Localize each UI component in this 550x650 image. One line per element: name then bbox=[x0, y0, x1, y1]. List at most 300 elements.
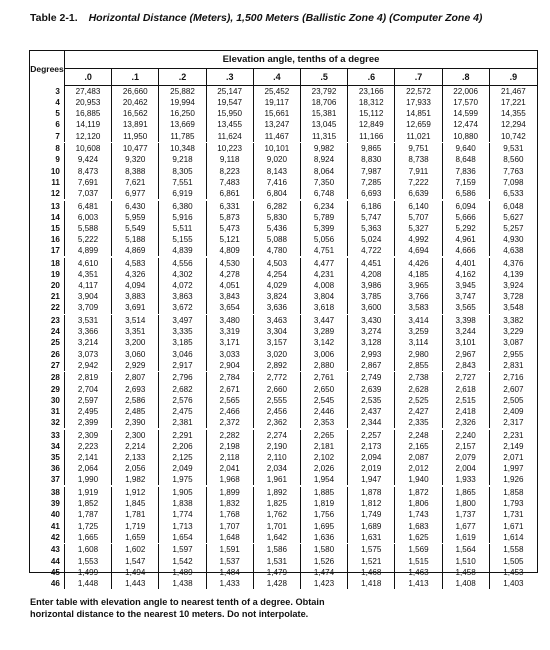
distance-cell: 3,006 bbox=[301, 349, 348, 360]
distance-cell: 6,234 bbox=[301, 201, 348, 212]
distance-cell: 2,784 bbox=[207, 372, 254, 383]
distance-cell: 2,026 bbox=[301, 463, 348, 474]
distance-cell: 1,899 bbox=[207, 487, 254, 498]
degree-cell: 16 bbox=[30, 234, 65, 245]
distance-cell: 2,980 bbox=[395, 349, 442, 360]
degree-cell: 35 bbox=[30, 452, 65, 463]
distance-cell: 5,511 bbox=[159, 223, 206, 234]
distance-cell: 1,845 bbox=[112, 498, 159, 509]
distance-cell: 9,320 bbox=[112, 154, 159, 165]
distance-cell: 6,048 bbox=[503, 201, 524, 211]
distance-cell: 3,924 bbox=[503, 281, 524, 291]
distance-cell: 2,772 bbox=[254, 372, 301, 383]
distance-cell: 2,198 bbox=[207, 441, 254, 452]
distance-cell: 2,671 bbox=[207, 384, 254, 395]
distance-cell: 1,542 bbox=[159, 556, 206, 567]
column-header: .2 bbox=[159, 69, 206, 85]
distance-cell: 9,531 bbox=[503, 144, 524, 154]
distance-cell: 2,190 bbox=[254, 441, 301, 452]
distance-cell: 2,125 bbox=[159, 452, 206, 463]
distance-cell: 2,693 bbox=[112, 384, 159, 395]
distance-cell: 1,408 bbox=[443, 578, 490, 589]
column-header: .1 bbox=[112, 69, 159, 85]
distance-cell: 2,223 bbox=[65, 441, 112, 452]
distance-cell: 4,139 bbox=[503, 270, 524, 280]
degree-cell: 34 bbox=[30, 441, 65, 452]
table-row bbox=[30, 372, 537, 383]
distance-cell: 7,987 bbox=[348, 166, 395, 177]
distance-cell: 3,229 bbox=[503, 327, 524, 337]
degree-cell: 33 bbox=[30, 430, 65, 441]
degree-cell: 12 bbox=[30, 188, 65, 199]
distance-cell: 1,423 bbox=[301, 578, 348, 589]
distance-cell: 1,912 bbox=[112, 487, 159, 498]
distance-cell: 2,064 bbox=[65, 463, 112, 474]
distance-cell: 1,463 bbox=[395, 567, 442, 578]
distance-cell: 1,458 bbox=[443, 567, 490, 578]
distance-cell: 3,480 bbox=[207, 315, 254, 326]
degree-cell: 20 bbox=[30, 280, 65, 291]
distance-cell: 4,208 bbox=[348, 269, 395, 280]
degree-cell: 30 bbox=[30, 395, 65, 406]
degree-cell: 36 bbox=[30, 463, 65, 474]
distance-cell: 19,117 bbox=[254, 97, 301, 108]
degree-cell: 42 bbox=[30, 532, 65, 543]
table-row bbox=[30, 177, 537, 188]
distance-cell: 2,181 bbox=[301, 441, 348, 452]
table-row bbox=[30, 395, 537, 406]
distance-cell: 3,514 bbox=[112, 315, 159, 326]
distance-cell: 6,140 bbox=[395, 201, 442, 212]
distance-cell: 12,474 bbox=[443, 119, 490, 130]
distance-cell: 4,930 bbox=[503, 235, 524, 245]
distance-cell: 4,751 bbox=[301, 245, 348, 256]
distance-cell: 4,162 bbox=[443, 269, 490, 280]
distance-cell: 3,046 bbox=[159, 349, 206, 360]
distance-cell: 9,118 bbox=[207, 154, 254, 165]
distance-cell: 1,569 bbox=[395, 544, 442, 555]
degree-cell: 37 bbox=[30, 474, 65, 485]
distance-cell: 3,531 bbox=[65, 315, 112, 326]
distance-cell: 2,716 bbox=[503, 373, 524, 383]
distance-cell: 2,034 bbox=[254, 463, 301, 474]
distance-cell: 5,121 bbox=[207, 234, 254, 245]
distance-cell: 13,891 bbox=[112, 119, 159, 130]
distance-cell: 4,072 bbox=[159, 280, 206, 291]
distance-cell: 5,707 bbox=[395, 212, 442, 223]
distance-cell: 15,661 bbox=[254, 108, 301, 119]
distance-cell: 1,878 bbox=[348, 487, 395, 498]
distance-cell: 2,515 bbox=[443, 395, 490, 406]
distance-cell: 2,555 bbox=[254, 395, 301, 406]
degree-cell: 27 bbox=[30, 360, 65, 371]
distance-cell: 2,466 bbox=[207, 406, 254, 417]
distance-cell: 1,468 bbox=[348, 567, 395, 578]
degree-cell: 15 bbox=[30, 223, 65, 234]
degree-cell: 28 bbox=[30, 372, 65, 383]
distance-cell: 2,344 bbox=[348, 417, 395, 428]
distance-cell: 5,155 bbox=[159, 234, 206, 245]
table-row bbox=[30, 487, 537, 498]
distance-cell: 1,553 bbox=[65, 556, 112, 567]
distance-cell: 1,671 bbox=[503, 521, 524, 531]
distance-cell: 6,430 bbox=[112, 201, 159, 212]
distance-cell: 1,954 bbox=[301, 474, 348, 485]
distance-cell: 1,537 bbox=[207, 556, 254, 567]
distance-cell: 2,326 bbox=[443, 417, 490, 428]
distance-cell: 3,843 bbox=[207, 291, 254, 302]
distance-cell: 1,515 bbox=[395, 556, 442, 567]
distance-cell: 6,919 bbox=[159, 188, 206, 199]
distance-cell: 3,033 bbox=[207, 349, 254, 360]
distance-cell: 3,304 bbox=[254, 326, 301, 337]
distance-cell: 7,763 bbox=[503, 166, 524, 176]
degree-cell: 22 bbox=[30, 302, 65, 313]
table-row bbox=[30, 291, 537, 302]
distance-cell: 1,526 bbox=[301, 556, 348, 567]
distance-cell: 3,414 bbox=[395, 315, 442, 326]
distance-cell: 2,173 bbox=[348, 441, 395, 452]
distance-cell: 4,992 bbox=[395, 234, 442, 245]
distance-cell: 7,621 bbox=[112, 177, 159, 188]
distance-cell: 5,257 bbox=[503, 223, 524, 233]
table-body bbox=[30, 86, 537, 588]
degree-cell: 24 bbox=[30, 326, 65, 337]
degree-cell: 4 bbox=[30, 97, 65, 108]
distance-cell: 3,214 bbox=[65, 337, 112, 348]
distance-cell: 5,666 bbox=[443, 212, 490, 223]
table-row bbox=[30, 326, 537, 337]
column-header: .4 bbox=[254, 69, 301, 85]
table-row bbox=[30, 567, 537, 578]
distance-cell: 2,456 bbox=[254, 406, 301, 417]
table-row bbox=[30, 532, 537, 543]
distance-cell: 6,094 bbox=[443, 201, 490, 212]
distance-cell: 3,986 bbox=[348, 280, 395, 291]
distance-cell: 2,650 bbox=[301, 384, 348, 395]
distance-cell: 12,294 bbox=[500, 120, 526, 130]
distance-cell: 2,118 bbox=[207, 452, 254, 463]
distance-cell: 1,403 bbox=[503, 578, 524, 588]
degree-cell: 14 bbox=[30, 212, 65, 223]
distance-cell: 2,807 bbox=[112, 372, 159, 383]
distance-cell: 2,597 bbox=[65, 395, 112, 406]
distance-cell: 27,483 bbox=[65, 86, 112, 97]
distance-cell: 1,614 bbox=[503, 532, 524, 542]
distance-cell: 1,564 bbox=[443, 544, 490, 555]
distance-cell: 3,142 bbox=[301, 337, 348, 348]
distance-cell: 3,654 bbox=[207, 302, 254, 313]
table-row bbox=[30, 201, 537, 212]
distance-cell: 8,143 bbox=[254, 166, 301, 177]
table-row bbox=[30, 245, 537, 256]
distance-cell: 9,424 bbox=[65, 154, 112, 165]
column-headers bbox=[65, 69, 537, 86]
degree-cell: 18 bbox=[30, 258, 65, 269]
distance-cell: 3,430 bbox=[348, 315, 395, 326]
degree-cell: 6 bbox=[30, 119, 65, 130]
distance-cell: 2,738 bbox=[395, 372, 442, 383]
distance-cell: 1,719 bbox=[112, 521, 159, 532]
column-header: .0 bbox=[65, 69, 112, 85]
distance-cell: 9,982 bbox=[301, 143, 348, 154]
degree-cell: 13 bbox=[30, 201, 65, 212]
distance-cell: 2,628 bbox=[395, 384, 442, 395]
distance-cell: 1,800 bbox=[443, 498, 490, 509]
degree-cell: 32 bbox=[30, 417, 65, 428]
distance-cell: 5,873 bbox=[207, 212, 254, 223]
degree-cell: 39 bbox=[30, 498, 65, 509]
distance-cell: 1,892 bbox=[254, 487, 301, 498]
distance-cell: 4,008 bbox=[301, 280, 348, 291]
distance-cell: 2,019 bbox=[348, 463, 395, 474]
distance-cell: 10,348 bbox=[159, 143, 206, 154]
distance-cell: 16,250 bbox=[159, 108, 206, 119]
distance-cell: 5,436 bbox=[254, 223, 301, 234]
distance-cell: 3,244 bbox=[443, 326, 490, 337]
distance-cell: 2,362 bbox=[254, 417, 301, 428]
distance-cell: 23,166 bbox=[348, 86, 395, 97]
distance-cell: 1,768 bbox=[207, 509, 254, 520]
distance-cell: 2,282 bbox=[207, 430, 254, 441]
degree-cell: 26 bbox=[30, 349, 65, 360]
distance-cell: 15,381 bbox=[301, 108, 348, 119]
distance-cell: 6,481 bbox=[65, 201, 112, 212]
table-row bbox=[30, 578, 537, 589]
distance-cell: 2,749 bbox=[348, 372, 395, 383]
distance-cell: 5,222 bbox=[65, 234, 112, 245]
distance-cell: 2,607 bbox=[503, 384, 524, 394]
distance-cell: 1,474 bbox=[301, 567, 348, 578]
distance-cell: 17,221 bbox=[500, 98, 526, 108]
distance-cell: 1,731 bbox=[503, 510, 524, 520]
distance-cell: 3,274 bbox=[348, 326, 395, 337]
distance-cell: 20,953 bbox=[65, 97, 112, 108]
distance-cell: 3,463 bbox=[254, 315, 301, 326]
distance-cell: 3,114 bbox=[395, 337, 442, 348]
distance-cell: 2,867 bbox=[348, 360, 395, 371]
table-row bbox=[30, 166, 537, 177]
distance-cell: 1,812 bbox=[348, 498, 395, 509]
distance-cell: 2,274 bbox=[254, 430, 301, 441]
degree-cell: 23 bbox=[30, 315, 65, 326]
distance-cell: 2,157 bbox=[443, 441, 490, 452]
distance-cell: 4,839 bbox=[159, 245, 206, 256]
distance-cell: 2,535 bbox=[348, 395, 395, 406]
distance-cell: 4,477 bbox=[301, 258, 348, 269]
distance-cell: 2,004 bbox=[443, 463, 490, 474]
distance-table bbox=[29, 50, 538, 588]
distance-cell: 9,020 bbox=[254, 154, 301, 165]
distance-cell: 1,905 bbox=[159, 487, 206, 498]
distance-cell: 1,737 bbox=[443, 509, 490, 520]
distance-cell: 1,625 bbox=[395, 532, 442, 543]
distance-cell: 4,351 bbox=[65, 269, 112, 280]
distance-cell: 1,695 bbox=[301, 521, 348, 532]
distance-cell: 7,836 bbox=[443, 166, 490, 177]
distance-cell: 11,021 bbox=[395, 131, 442, 142]
distance-cell: 3,904 bbox=[65, 291, 112, 302]
distance-cell: 2,929 bbox=[112, 360, 159, 371]
distance-cell: 3,073 bbox=[65, 349, 112, 360]
distance-cell: 1,940 bbox=[395, 474, 442, 485]
table-row bbox=[30, 474, 537, 485]
distance-cell: 2,257 bbox=[348, 430, 395, 441]
distance-cell: 1,825 bbox=[254, 498, 301, 509]
distance-cell: 1,433 bbox=[207, 578, 254, 589]
distance-cell: 2,087 bbox=[395, 452, 442, 463]
distance-cell: 3,804 bbox=[301, 291, 348, 302]
distance-cell: 11,166 bbox=[348, 131, 395, 142]
distance-cell: 2,495 bbox=[65, 406, 112, 417]
distance-cell: 21,467 bbox=[500, 87, 526, 96]
distance-cell: 17,933 bbox=[395, 97, 442, 108]
distance-cell: 4,503 bbox=[254, 258, 301, 269]
distance-cell: 1,448 bbox=[65, 578, 112, 589]
distance-cell: 1,975 bbox=[159, 474, 206, 485]
distance-cell: 1,793 bbox=[503, 499, 524, 509]
distance-cell: 3,259 bbox=[395, 326, 442, 337]
distance-cell: 2,133 bbox=[112, 452, 159, 463]
distance-cell: 8,388 bbox=[112, 166, 159, 177]
distance-cell: 23,792 bbox=[301, 86, 348, 97]
distance-cell: 7,691 bbox=[65, 177, 112, 188]
degree-cell: 40 bbox=[30, 509, 65, 520]
distance-cell: 15,950 bbox=[207, 108, 254, 119]
distance-cell: 1,749 bbox=[348, 509, 395, 520]
distance-cell: 1,819 bbox=[301, 498, 348, 509]
degree-cell: 29 bbox=[30, 384, 65, 395]
table-row bbox=[30, 498, 537, 509]
distance-cell: 5,292 bbox=[443, 223, 490, 234]
distance-cell: 4,869 bbox=[112, 245, 159, 256]
distance-cell: 14,355 bbox=[500, 109, 526, 119]
distance-cell: 8,830 bbox=[348, 154, 395, 165]
distance-cell: 4,231 bbox=[301, 269, 348, 280]
distance-cell: 9,218 bbox=[159, 154, 206, 165]
distance-cell: 10,880 bbox=[443, 131, 490, 142]
distance-cell: 6,861 bbox=[207, 188, 254, 199]
distance-cell: 1,933 bbox=[443, 474, 490, 485]
table-row bbox=[30, 97, 537, 108]
distance-cell: 2,892 bbox=[254, 360, 301, 371]
degree-cell: 25 bbox=[30, 337, 65, 348]
distance-cell: 4,666 bbox=[443, 245, 490, 256]
table-row bbox=[30, 441, 537, 452]
distance-cell: 1,852 bbox=[65, 498, 112, 509]
distance-cell: 13,247 bbox=[254, 119, 301, 130]
distance-cell: 2,248 bbox=[395, 430, 442, 441]
distance-cell: 2,660 bbox=[254, 384, 301, 395]
table-row bbox=[30, 406, 537, 417]
table-row bbox=[30, 452, 537, 463]
distance-cell: 1,689 bbox=[348, 521, 395, 532]
table-row bbox=[30, 315, 537, 326]
distance-cell: 5,088 bbox=[254, 234, 301, 245]
distance-cell: 1,580 bbox=[301, 544, 348, 555]
distance-cell: 3,945 bbox=[443, 280, 490, 291]
degree-cell: 7 bbox=[30, 131, 65, 142]
distance-cell: 3,965 bbox=[395, 280, 442, 291]
distance-cell: 10,742 bbox=[500, 131, 526, 141]
distance-cell: 13,669 bbox=[159, 119, 206, 130]
distance-cell: 2,942 bbox=[65, 360, 112, 371]
table-row bbox=[30, 223, 537, 234]
distance-cell: 6,693 bbox=[348, 188, 395, 199]
distance-cell: 4,556 bbox=[159, 258, 206, 269]
distance-cell: 1,636 bbox=[301, 532, 348, 543]
distance-cell: 26,660 bbox=[112, 86, 159, 97]
distance-cell: 3,709 bbox=[65, 302, 112, 313]
distance-cell: 6,804 bbox=[254, 188, 301, 199]
distance-cell: 2,094 bbox=[348, 452, 395, 463]
distance-cell: 2,576 bbox=[159, 395, 206, 406]
distance-cell: 4,117 bbox=[65, 280, 112, 291]
distance-cell: 2,012 bbox=[395, 463, 442, 474]
distance-cell: 1,968 bbox=[207, 474, 254, 485]
distance-cell: 1,648 bbox=[207, 532, 254, 543]
column-header: .7 bbox=[395, 69, 442, 85]
distance-cell: 2,525 bbox=[395, 395, 442, 406]
distance-cell: 1,781 bbox=[112, 509, 159, 520]
distance-cell: 2,214 bbox=[112, 441, 159, 452]
distance-cell: 2,079 bbox=[443, 452, 490, 463]
distance-cell: 3,060 bbox=[112, 349, 159, 360]
distance-cell: 16,885 bbox=[65, 108, 112, 119]
distance-cell: 4,094 bbox=[112, 280, 159, 291]
distance-cell: 5,588 bbox=[65, 223, 112, 234]
table-row bbox=[30, 154, 537, 165]
distance-cell: 3,171 bbox=[207, 337, 254, 348]
distance-cell: 8,738 bbox=[395, 154, 442, 165]
distance-cell: 1,677 bbox=[443, 521, 490, 532]
distance-cell: 2,855 bbox=[395, 360, 442, 371]
distance-cell: 8,305 bbox=[159, 166, 206, 177]
distance-cell: 8,223 bbox=[207, 166, 254, 177]
distance-cell: 4,426 bbox=[395, 258, 442, 269]
table-row bbox=[30, 544, 537, 555]
distance-cell: 1,858 bbox=[503, 488, 524, 498]
table-row bbox=[30, 521, 537, 532]
distance-cell: 4,809 bbox=[207, 245, 254, 256]
distance-cell: 2,704 bbox=[65, 384, 112, 395]
degree-cell: 46 bbox=[30, 578, 65, 589]
distance-cell: 1,872 bbox=[395, 487, 442, 498]
distance-cell: 2,372 bbox=[207, 417, 254, 428]
table-row bbox=[30, 349, 537, 360]
distance-cell: 11,950 bbox=[112, 131, 159, 142]
distance-cell: 3,087 bbox=[503, 338, 524, 348]
distance-cell: 15,112 bbox=[348, 108, 395, 119]
distance-cell: 2,317 bbox=[503, 418, 524, 428]
table-row bbox=[30, 430, 537, 441]
distance-cell: 3,101 bbox=[443, 337, 490, 348]
table-row bbox=[30, 188, 537, 199]
distance-cell: 3,728 bbox=[503, 292, 524, 302]
distance-cell: 1,654 bbox=[159, 532, 206, 543]
distance-cell: 13,045 bbox=[301, 119, 348, 130]
distance-cell: 2,904 bbox=[207, 360, 254, 371]
distance-cell: 3,020 bbox=[254, 349, 301, 360]
distance-cell: 4,638 bbox=[503, 246, 524, 256]
distance-cell: 2,049 bbox=[159, 463, 206, 474]
distance-cell: 2,565 bbox=[207, 395, 254, 406]
distance-cell: 3,128 bbox=[348, 337, 395, 348]
degree-cell: 38 bbox=[30, 487, 65, 498]
distance-cell: 2,586 bbox=[112, 395, 159, 406]
distance-cell: 1,665 bbox=[65, 532, 112, 543]
distance-cell: 3,824 bbox=[254, 291, 301, 302]
